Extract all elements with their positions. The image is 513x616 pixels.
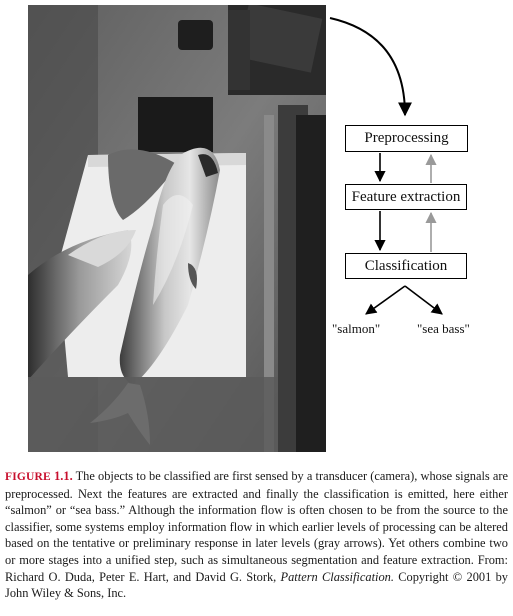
copyright-text: Copyright © 2001 by John Wiley & Sons, Inc. (5, 569, 508, 601)
output-label-salmon: "salmon" (332, 321, 381, 336)
feature-extraction-label: Feature extraction (351, 188, 461, 205)
output-label-sea-bass: "sea bass" (417, 321, 470, 336)
caption-text: The objects to be classified are first sensed by a transducer (camera), whose signals are preprocessed. Next the features are extracted and finally the classification is emitted, here either “salmon” or “sea bass.” Although the information flow is often chosen to be from the source to the classifier, some systems employ information flow in which earlier levels of processing can be altered based on the tentative or preliminary response in later levels (gray arrows). Yet others combine two or more stages into a unified step, such as simultaneous segmentation and feature extraction. From: Richard O. Duda, Peter E. Hart, and David G. Stork, (5, 469, 509, 584)
figure-label: FIGURE (5, 471, 51, 483)
camera-to-preprocessing-arrow (330, 18, 405, 115)
classification-box (345, 253, 467, 279)
output-arrow-sea-bass (405, 286, 442, 314)
output-arrow-salmon (366, 286, 405, 314)
classification-label: Classification (364, 257, 448, 274)
figure-caption (5, 468, 508, 602)
book-title: Pattern Classification. (280, 569, 394, 584)
preprocessing-box (345, 125, 468, 152)
figure-number: 1.1. (54, 469, 73, 483)
feature-extraction-box (345, 184, 467, 210)
preprocessing-label: Preprocessing (364, 130, 449, 146)
